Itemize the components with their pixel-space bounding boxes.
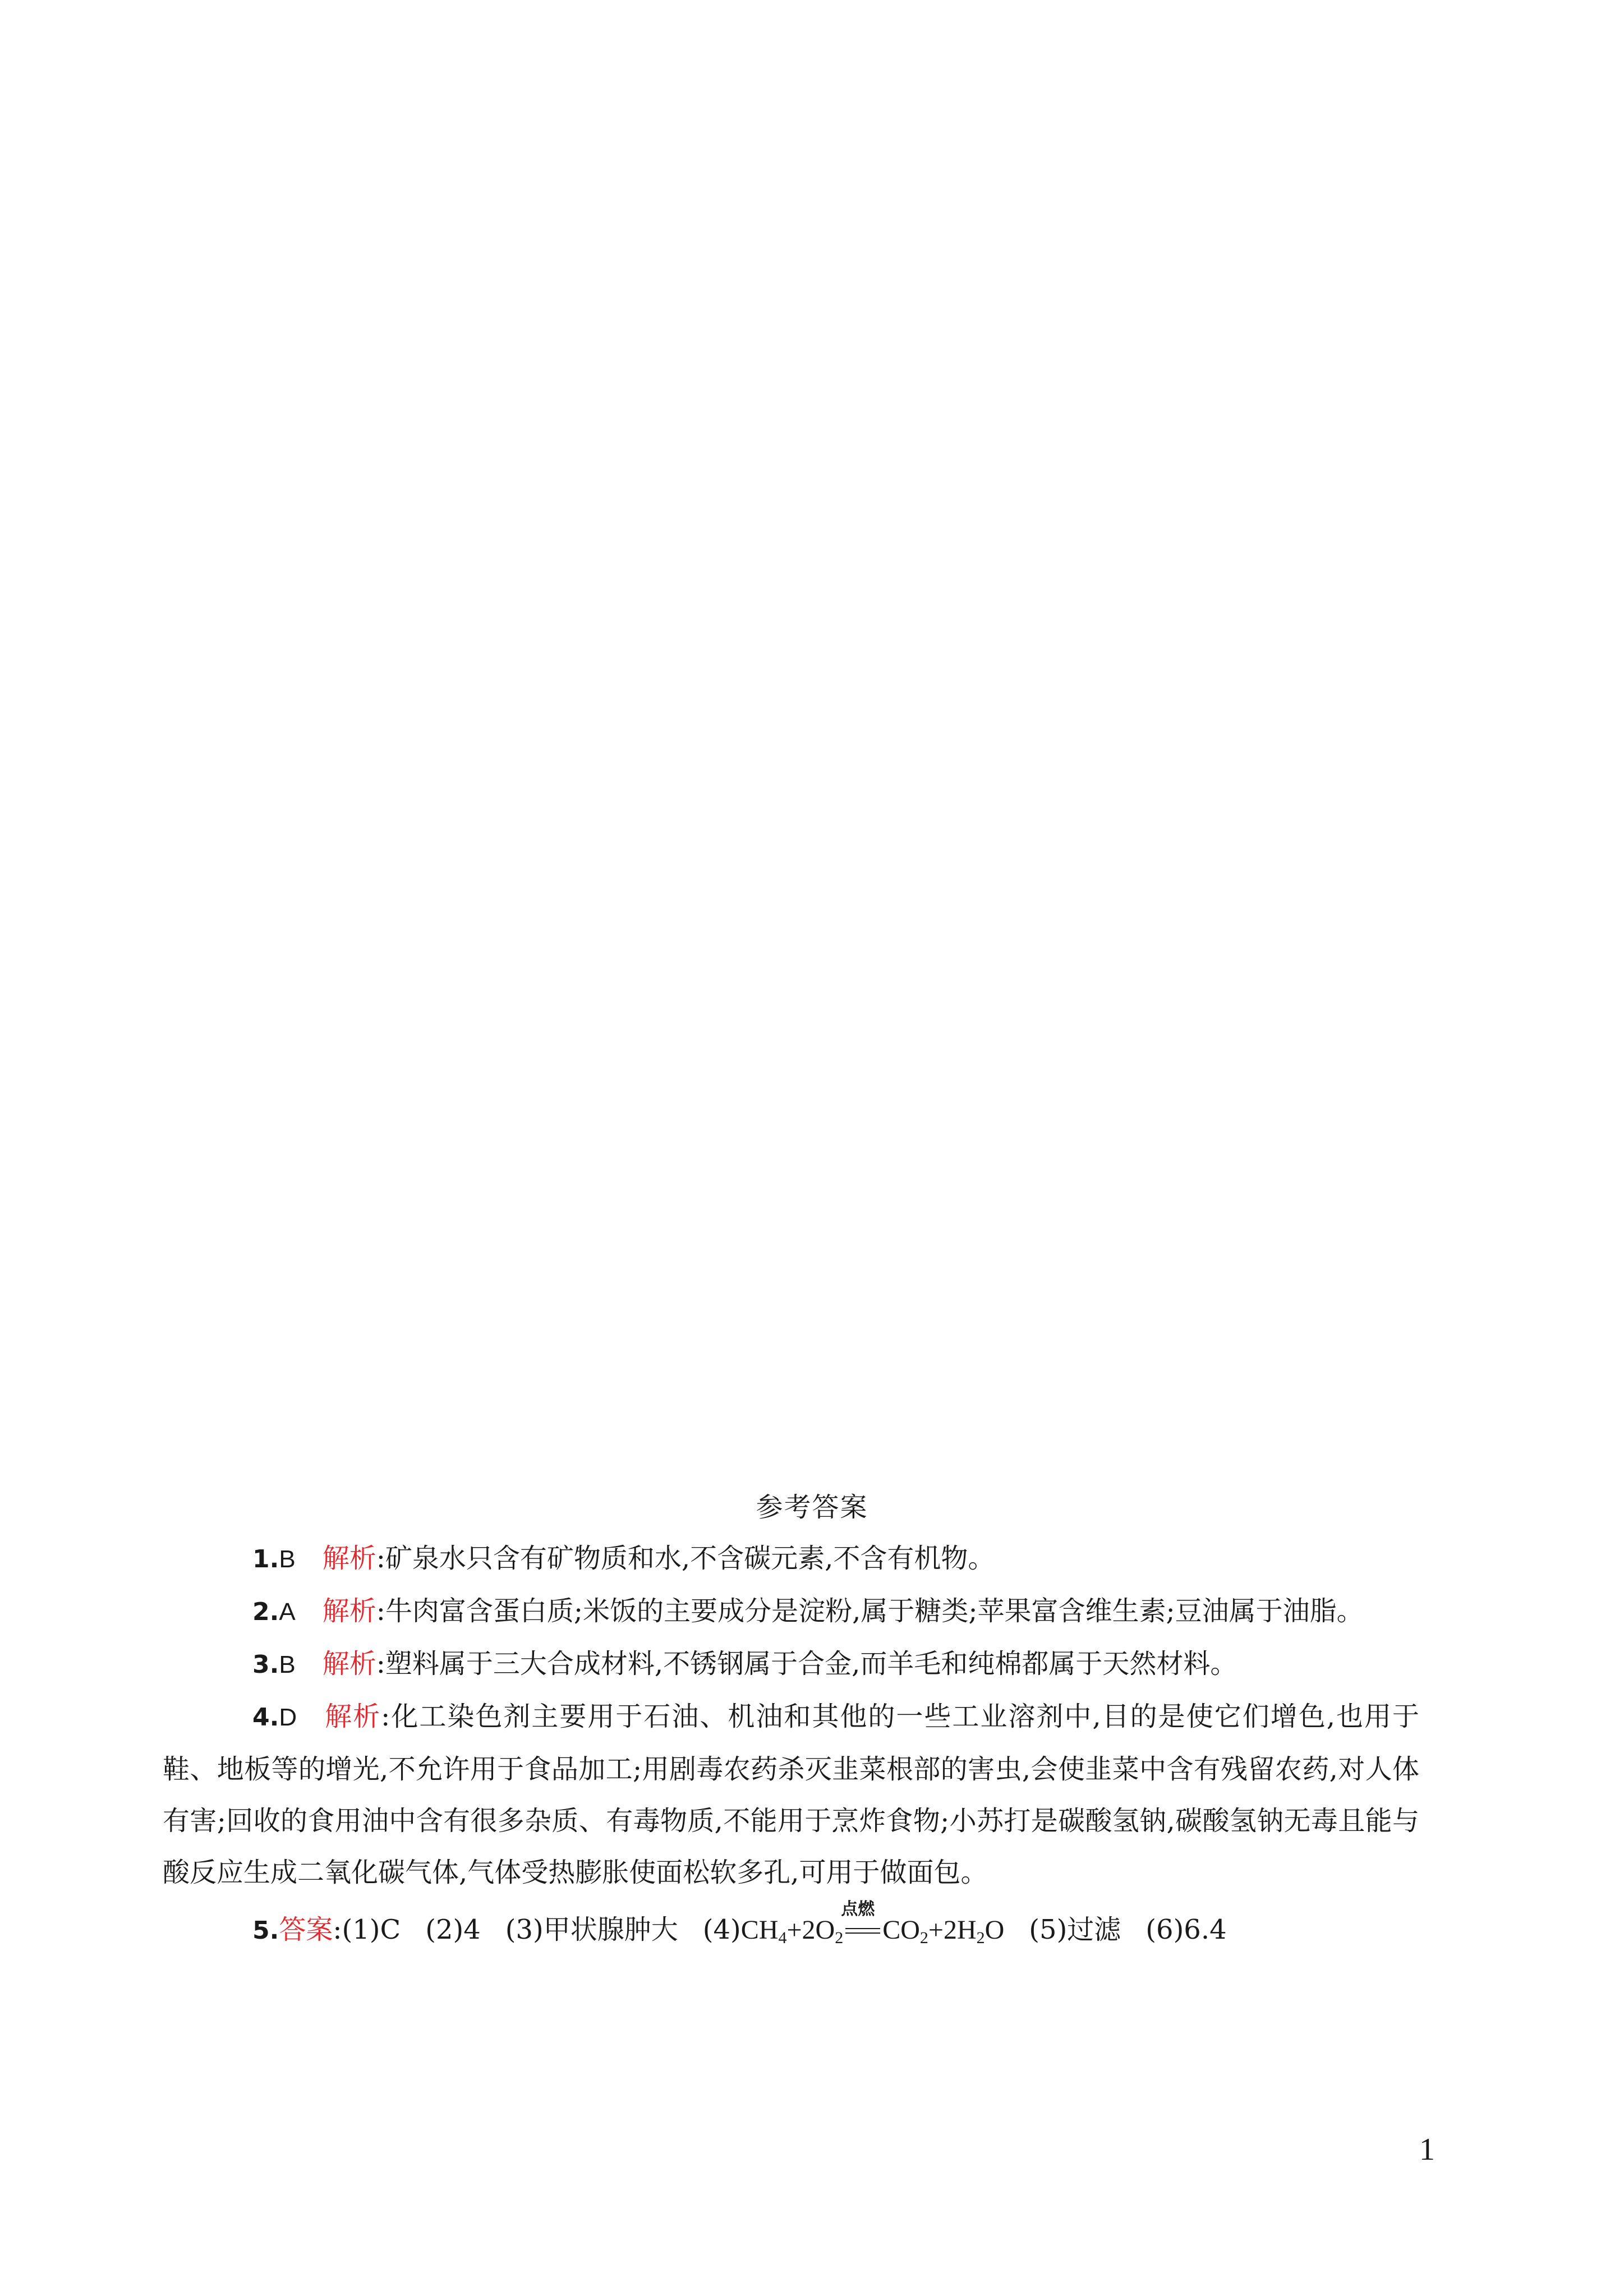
answer-part-4 [702,1899,1005,1947]
answer-part-3: (3)甲状腺肿大 [505,1914,678,1945]
answer-item-4 [163,1691,1419,1898]
item-number: 1. [252,1545,279,1573]
answer-part-6: (6)6.4 [1145,1914,1227,1945]
formula-plus-o: +2O [786,1915,835,1945]
chemical-equation [740,1899,1005,1956]
answer-part-4-prefix: (4) [702,1914,741,1945]
formula-ch-sub: 4 [778,1929,787,1947]
item-number: 5. [252,1916,279,1945]
item-number: 3. [252,1650,279,1679]
analysis-label: 解析 [324,1701,381,1732]
answer-list [163,1533,1419,1957]
page-number: 1 [1419,2132,1435,2167]
answer-part-5: (5)过滤 [1029,1914,1121,1945]
answer-part-1: (1)C [342,1914,401,1945]
formula-o-sub: 2 [835,1929,844,1947]
formula-ch: CH [740,1915,779,1945]
answer-item-1 [163,1533,1419,1585]
analysis-text: :牛肉富含蛋白质;米饭的主要成分是淀粉,属于糖类;苹果富含维生素;豆油属于油脂。 [376,1595,1364,1627]
answer-part-2: (2)4 [425,1914,481,1945]
formula-plus-h: +2H [928,1915,977,1945]
formula-h-sub: 2 [976,1929,985,1947]
reaction-arrow [841,1899,880,1938]
answer-item-3 [163,1638,1419,1691]
item-choice: D [279,1704,297,1731]
answer-colon: : [333,1914,342,1945]
answer-item-2 [163,1585,1419,1638]
analysis-label: 解析 [322,1543,376,1574]
analysis-text: :化工染色剂主要用于石油、机油和其他的一些工业溶剂中,目的是使它们增色,也用于鞋、地板等的增光,不允许用于食品加工;用剧毒农药杀灭韭菜根部的害虫,会使韭菜中含有残留农药,对人体有害;回收的食用油中含有很多杂质、有毒物质,不能用于烹炸食物;小苏打是碳酸氢钠,碳酸氢钠无毒且能与酸反应生成二氧化碳气体,气体受热膨胀使面松软多孔,可用于做面包。 [163,1701,1419,1888]
item-number: 4. [252,1703,279,1732]
formula-o: O [984,1915,1005,1945]
analysis-label: 解析 [322,1595,376,1627]
analysis-label: 解析 [322,1648,376,1680]
item-choice: B [279,1651,296,1678]
item-choice: B [279,1545,296,1573]
item-choice: A [279,1598,296,1626]
answer-label: 答案 [279,1914,333,1945]
reaction-condition: 点燃 [841,1899,875,1919]
analysis-text: :矿泉水只含有矿物质和水,不含碳元素,不含有机物。 [376,1543,995,1574]
analysis-text: :塑料属于三大合成材料,不锈钢属于合金,而羊毛和纯棉都属于天然材料。 [376,1648,1237,1680]
formula-co-sub: 2 [919,1929,928,1947]
answer-item-5 [163,1899,1419,1957]
item-number: 2. [252,1598,279,1626]
equals-bars [845,1928,880,1934]
formula-co: CO [882,1915,920,1945]
page-title: 参考答案 [756,1492,868,1523]
